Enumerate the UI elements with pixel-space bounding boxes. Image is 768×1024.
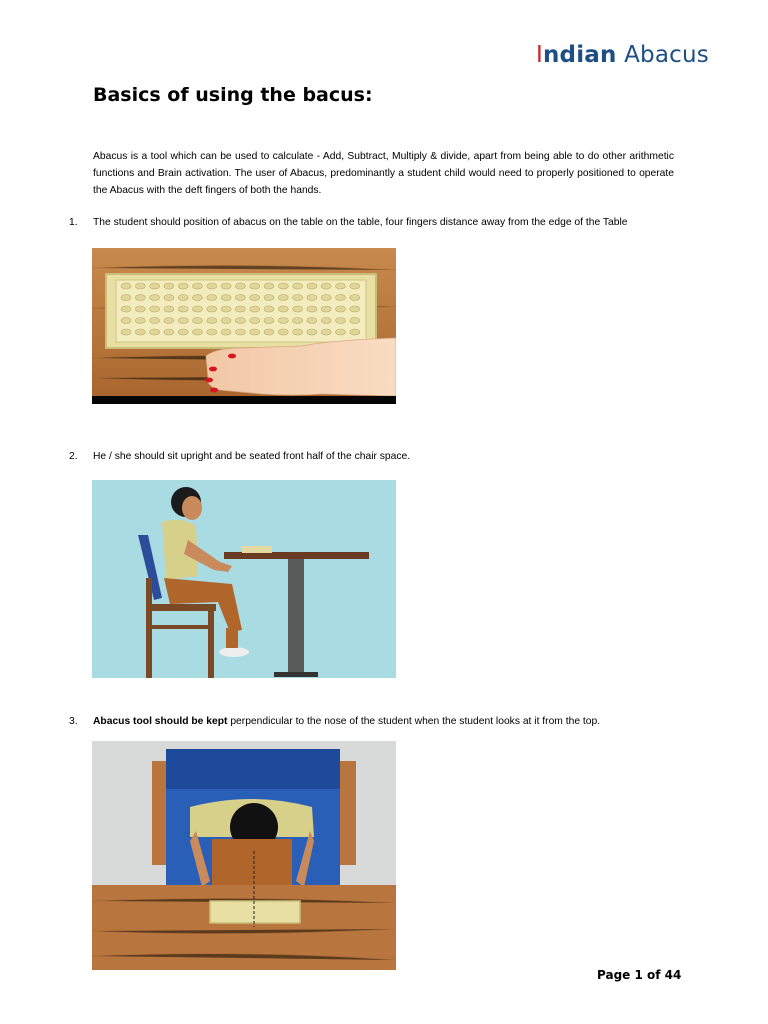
abacus-bead — [250, 306, 260, 312]
abacus-bead — [278, 318, 288, 324]
step-2-text — [93, 451, 410, 462]
page-number: Page 1 of 44 — [597, 968, 682, 982]
abacus-bead — [221, 295, 231, 301]
abacus-top — [210, 901, 300, 923]
abacus-bead — [193, 318, 203, 324]
abacus-bead — [193, 329, 203, 335]
abacus-bead — [221, 318, 231, 324]
chair-seat — [146, 604, 216, 611]
abacus-bead — [250, 295, 260, 301]
abacus-bead — [235, 306, 245, 312]
abacus-bead — [150, 283, 160, 289]
abacus-bead — [293, 306, 303, 312]
abacus — [242, 546, 272, 553]
shoe — [219, 647, 249, 657]
step-2-number: 2. — [69, 451, 78, 462]
abacus-bead — [264, 318, 274, 324]
abacus-bead — [135, 295, 145, 301]
logo-word-indian: ndian — [542, 42, 617, 68]
abacus-bead — [135, 283, 145, 289]
abacus-bead — [235, 295, 245, 301]
abacus-bead — [307, 283, 317, 289]
page-title: Basics of using the bacus: — [93, 84, 373, 106]
step-1-text — [93, 217, 627, 228]
sitting-posture-image — [92, 480, 396, 678]
child-lap — [212, 839, 292, 887]
table-leg — [288, 559, 304, 674]
abacus-bead — [164, 306, 174, 312]
abacus-bead — [336, 283, 346, 289]
abacus-bead — [235, 283, 245, 289]
top-view-image — [92, 741, 396, 970]
abacus-bead — [150, 318, 160, 324]
abacus-bead — [193, 283, 203, 289]
abacus-bead — [135, 329, 145, 335]
abacus-bead — [178, 329, 188, 335]
abacus-bead — [121, 306, 131, 312]
abacus-bead — [121, 295, 131, 301]
abacus-bead — [150, 295, 160, 301]
abacus-bead — [264, 306, 274, 312]
abacus-bead — [207, 329, 217, 335]
abacus-bead — [193, 295, 203, 301]
abacus-bead — [278, 283, 288, 289]
abacus-bead — [207, 295, 217, 301]
abacus-bead — [250, 318, 260, 324]
step-3-body: perpendicular to the nose of the student when the student looks at it from the top. — [227, 716, 601, 727]
abacus-bead — [293, 318, 303, 324]
abacus-bead — [350, 329, 360, 335]
abacus-bead — [178, 295, 188, 301]
abacus-bead — [235, 318, 245, 324]
abacus-bead — [336, 306, 346, 312]
abacus-bead — [321, 283, 331, 289]
abacus-bead — [250, 329, 260, 335]
abacus-bead — [221, 283, 231, 289]
abacus-bead — [178, 318, 188, 324]
abacus-bead — [221, 306, 231, 312]
abacus-bead — [350, 295, 360, 301]
abacus-bead — [178, 306, 188, 312]
abacus-bead — [336, 329, 346, 335]
abacus-bead — [264, 329, 274, 335]
abacus-bead — [336, 295, 346, 301]
abacus-bead — [150, 306, 160, 312]
step-1-number: 1. — [69, 217, 78, 228]
abacus-bead — [350, 306, 360, 312]
abacus-bead — [278, 295, 288, 301]
abacus-bead — [164, 318, 174, 324]
abacus-bead — [264, 283, 274, 289]
abacus-bead — [150, 329, 160, 335]
abacus-bead — [336, 318, 346, 324]
abacus-bead — [135, 306, 145, 312]
abacus-bead — [307, 295, 317, 301]
abacus-bead — [193, 306, 203, 312]
abacus-bead — [293, 329, 303, 335]
abacus-bead — [121, 283, 131, 289]
abacus-bead — [293, 283, 303, 289]
abacus-bead — [350, 283, 360, 289]
table-top — [224, 552, 369, 559]
logo-word-abacus: Abacus — [624, 42, 709, 68]
abacus-bead — [321, 306, 331, 312]
abacus-bead — [293, 295, 303, 301]
step-2-body: He / she should sit upright and be seated front half of the chair space. — [93, 451, 411, 462]
abacus-bead — [278, 329, 288, 335]
step-3-bold: Abacus tool should be kept — [93, 716, 228, 727]
abacus-bead — [178, 283, 188, 289]
abacus-bead — [164, 295, 174, 301]
abacus-bead — [121, 318, 131, 324]
abacus-bead — [235, 329, 245, 335]
abacus-bead — [164, 283, 174, 289]
brand-logo — [536, 42, 709, 68]
abacus-bead — [250, 283, 260, 289]
table-edge — [92, 396, 396, 404]
abacus-bead — [307, 329, 317, 335]
abacus-bead — [264, 295, 274, 301]
abacus-on-table-image — [92, 248, 396, 404]
step-3-text — [93, 716, 600, 727]
abacus-bead — [321, 318, 331, 324]
logo-letter-i: I — [536, 42, 543, 68]
abacus-bead — [207, 283, 217, 289]
abacus-bead — [164, 329, 174, 335]
abacus-bead — [321, 295, 331, 301]
abacus-bead — [135, 318, 145, 324]
intro-paragraph: Abacus is a tool which can be used to calculate - Add, Subtract, Multiply & divide, apart from being able to do other arithmetic functions and Brain activation. The user of Abacus, predominantly a student child would need to properly positioned to operate the Abacus with the deft fingers of both the hands. — [93, 151, 674, 196]
step-1-body: The student should position of abacus on the table on the table, four fingers distance away from the edge of the Table — [93, 217, 628, 228]
abacus-bead — [307, 306, 317, 312]
abacus-bead — [207, 318, 217, 324]
step-3-number: 3. — [69, 716, 78, 727]
abacus-bead — [350, 318, 360, 324]
abacus-bead — [278, 306, 288, 312]
abacus-bead — [207, 306, 217, 312]
abacus-bead — [221, 329, 231, 335]
abacus-bead — [321, 329, 331, 335]
abacus-bead — [121, 329, 131, 335]
abacus-bead — [307, 318, 317, 324]
